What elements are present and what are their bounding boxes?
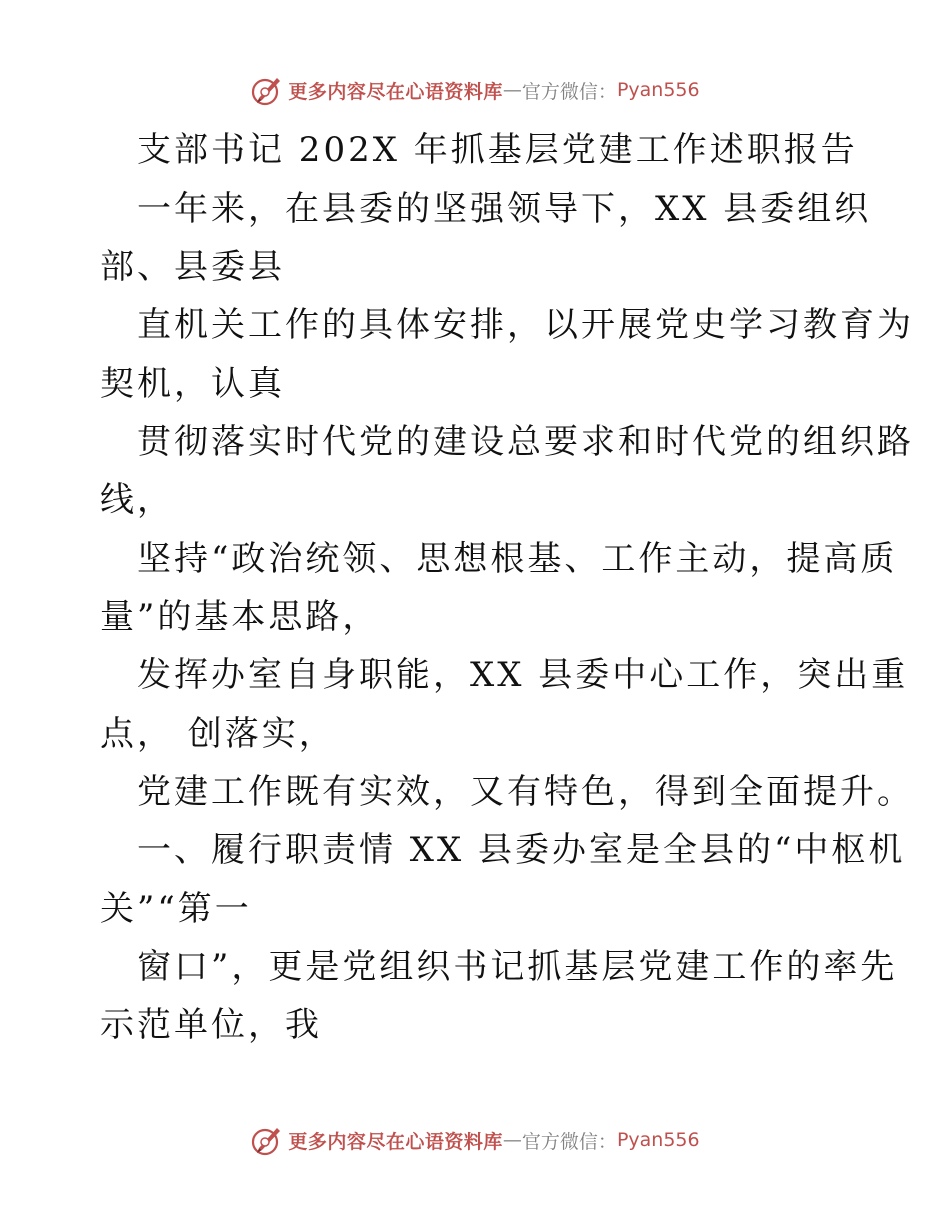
text-line: 窗口”，更是党组织书记抓基层党建工作的率先 [137,947,898,987]
document-title: 支部书记 202X 年抓基层党建工作述职报告 [137,130,858,170]
watermark-label: 官方微信： [521,80,617,103]
text-line: 党建工作既有实效，又有特色，得到全面提升。 [137,772,914,812]
watermark-label: 官方微信： [521,1130,617,1153]
watermark-separator: — [502,1129,522,1151]
text-line: 线， [100,480,174,520]
text-line: 量”的基本思路， [100,597,380,637]
watermark-brand: 更多内容尽在心语资料库 [288,1130,503,1153]
text-line: 发挥办室自身职能，XX 县委中心工作，突出重 [137,655,909,695]
quill-logo-icon [250,73,284,107]
header-watermark [0,70,950,110]
text-line: 关”“第一 [100,889,252,929]
watermark-brand: 更多内容尽在心语资料库 [288,80,503,103]
watermark-separator: — [502,79,522,101]
text-line: 示范单位，我 [100,1005,322,1045]
watermark-account: Pyan556 [616,1129,700,1151]
text-line: 契机，认真 [100,364,285,404]
watermark-account: Pyan556 [616,79,700,101]
text-line: 直机关工作的具体安排，以开展党史学习教育为 [137,305,914,345]
text-line: 坚持“政治统领、思想根基、工作主动，提高质 [137,539,898,579]
text-line: 一年来，在县委的坚强领导下，XX 县委组织 [137,189,872,229]
text-line: 点， 创落实， [100,714,336,754]
text-line: 部、县委县 [100,247,285,287]
quill-logo-icon [250,1123,284,1157]
text-line: 贯彻落实时代党的建设总要求和时代党的组织路 [137,422,914,462]
text-line: 一、履行职责情 XX 县委办室是全县的“中枢机 [137,830,906,870]
footer-watermark [0,1120,950,1160]
